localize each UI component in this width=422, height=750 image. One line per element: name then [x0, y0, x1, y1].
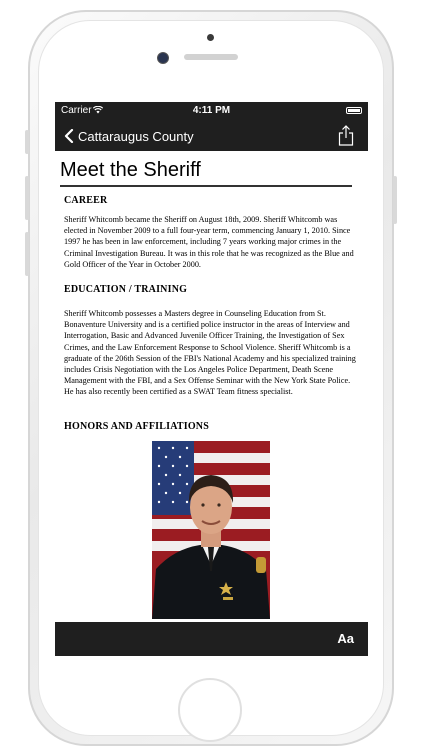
section-heading-honors: HONORS AND AFFILIATIONS [64, 421, 209, 432]
status-time: 4:11 PM [192, 105, 231, 116]
proximity-sensor [207, 34, 214, 41]
page-title: Meet the Sheriff [60, 159, 201, 181]
share-icon[interactable] [338, 125, 354, 146]
back-button-label: Cattaraugus County [78, 128, 194, 144]
back-button[interactable] [64, 126, 194, 146]
front-camera [157, 52, 169, 64]
status-bar [55, 102, 368, 120]
sheriff-photo [152, 441, 270, 619]
home-button[interactable] [178, 678, 242, 742]
mute-switch [25, 130, 29, 154]
career-paragraph: Sheriff Whitcomb became the Sheriff on August 18th, 2009. Sheriff Whitcomb was elected in November 2009 to a full four-year term, commencing January 1, 2010. Since 1997 he has been in law enforcement, including 7 years working major crimes in the Criminal Investigation Bureau. It was in this role that he was recognized as the Blue and Gold Officer of the Year in October 2000. [64, 215, 354, 269]
text-size-button[interactable]: Aa [337, 631, 354, 646]
volume-up-button [25, 176, 29, 220]
earpiece-speaker [184, 54, 238, 60]
title-divider [60, 185, 352, 187]
carrier-label: Carrier [61, 105, 92, 116]
power-button [393, 176, 397, 224]
chevron-left-icon [64, 129, 74, 143]
section-heading-career: CAREER [64, 195, 108, 206]
bottom-toolbar [55, 622, 368, 656]
article-content[interactable] [55, 151, 368, 622]
navigation-bar [55, 120, 368, 151]
education-paragraph: Sheriff Whitcomb possesses a Masters degree in Counseling Education from St. Bonaventure University and is a certified police instructor in the areas of Interview and Interrogation, Basic and Advanced Juvenile Officer Training, the Investigation of Sex Crimes, and the Law Enforcement Response to School Violence. Sheriff Whitcomb is a graduate of the 206th Session of the FBI's National Academy and his specialized training includes Crisis Negotiation with the Los Angeles Police Department, Death Scene Management with the FBI, and a Sex Offense Seminar with the New York State Police. He has also recently been certified as a SWAT Team fitness specialist. [64, 309, 356, 397]
battery-icon [346, 107, 362, 114]
section-heading-education: EDUCATION / TRAINING [64, 284, 188, 295]
app-screen [55, 102, 368, 656]
volume-down-button [25, 232, 29, 276]
